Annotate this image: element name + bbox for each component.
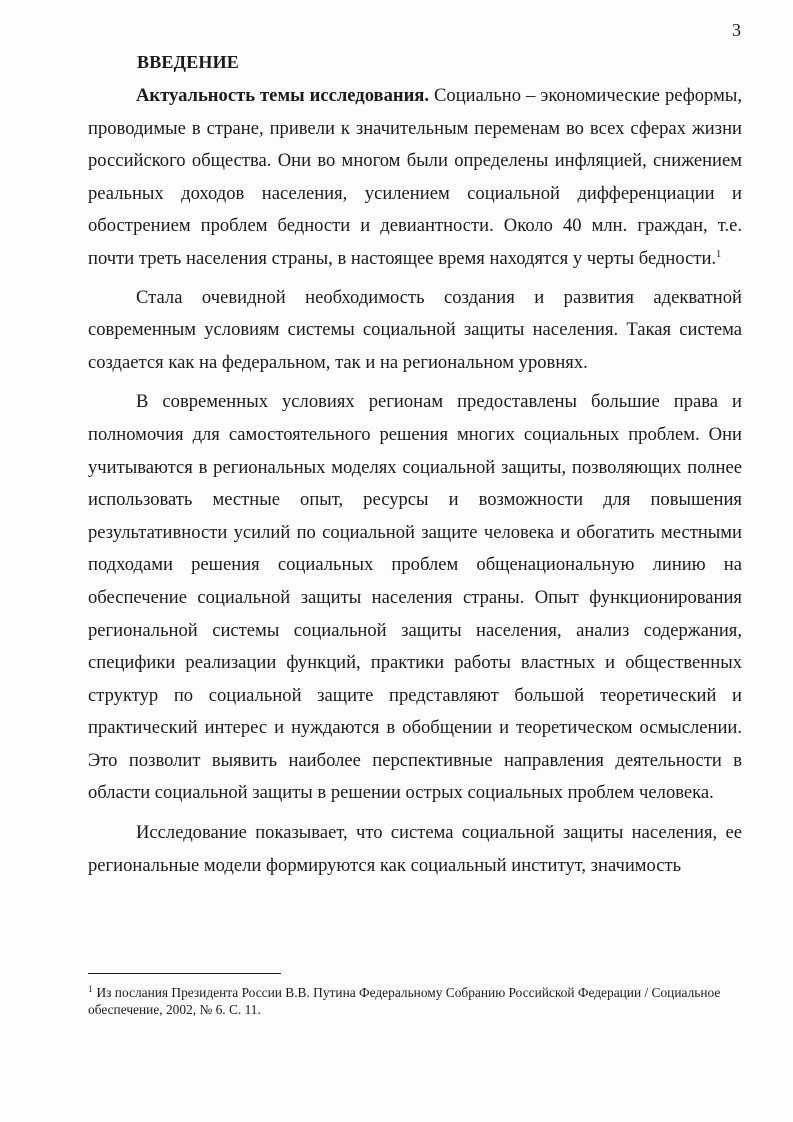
paragraph-text: Социально – экономические реформы, проводимые в стране, привели к значительным переменам во всех сферах жизни российского общества. Они во многом были определены инфляцией, снижением реальных доходов населения, усилением социальной дифференциации и обострением проблем бедности и девиантности. Около 40 млн. граждан, т.е. почти треть населения страны, в настоящее время находятся у черты бедности.: [88, 85, 742, 269]
footnote-reference[interactable]: 1: [716, 248, 722, 260]
body-text: [88, 80, 742, 882]
footnote-marker: 1: [88, 983, 93, 994]
paragraph-social-protection: Стала очевидной необходимость создания и развития адекватной современным условиям системы социальной защиты населения. Такая система создается как на федеральном, так и на региональном уровнях.: [88, 286, 742, 373]
paragraph-lead: Актуальность темы исследования.: [136, 85, 430, 106]
paragraph-relevance: [88, 80, 742, 276]
section-heading: ВВЕДЕНИЕ: [137, 52, 240, 72]
page-number: 3: [732, 20, 741, 40]
footnote: [88, 984, 742, 1018]
paragraph-research: Исследование показывает, что система социальной защиты населения, ее региональные модели формируются как социальный институт, значимость: [88, 822, 742, 876]
paragraph-regional-models: В современных условиях регионам предоставлены большие права и полномочия для самостоятельного решения многих социальных проблем. Они учитываются в региональных моделях социальной защиты, позволяющих полнее использовать местные опыт, ресурсы и возможности для повышения результативности усилий по социальной защите человека и обогатить местными подходами решения социальных проблем общенациональную линию на обеспечение социальной защиты населения страны. Опыт функционирования региональной системы социальной защиты населения, анализ содержания, специфики реализации функций, практики работы властных и общественных структур по социальной защите представляют большой теоретический и практический интерес и нуждаются в обобщении и теоретическом осмыслении. Это позволит выявить наиболее перспективные направления деятельности в области социальной защиты в решении острых социальных проблем человека.: [88, 391, 742, 804]
footnote-text: Из послания Президента России В.В. Путина Федеральному Собранию Российской Федерации / Социальное обеспечение, 2002, № 6. С. 11.: [88, 985, 721, 1017]
footnote-divider: [88, 973, 281, 974]
